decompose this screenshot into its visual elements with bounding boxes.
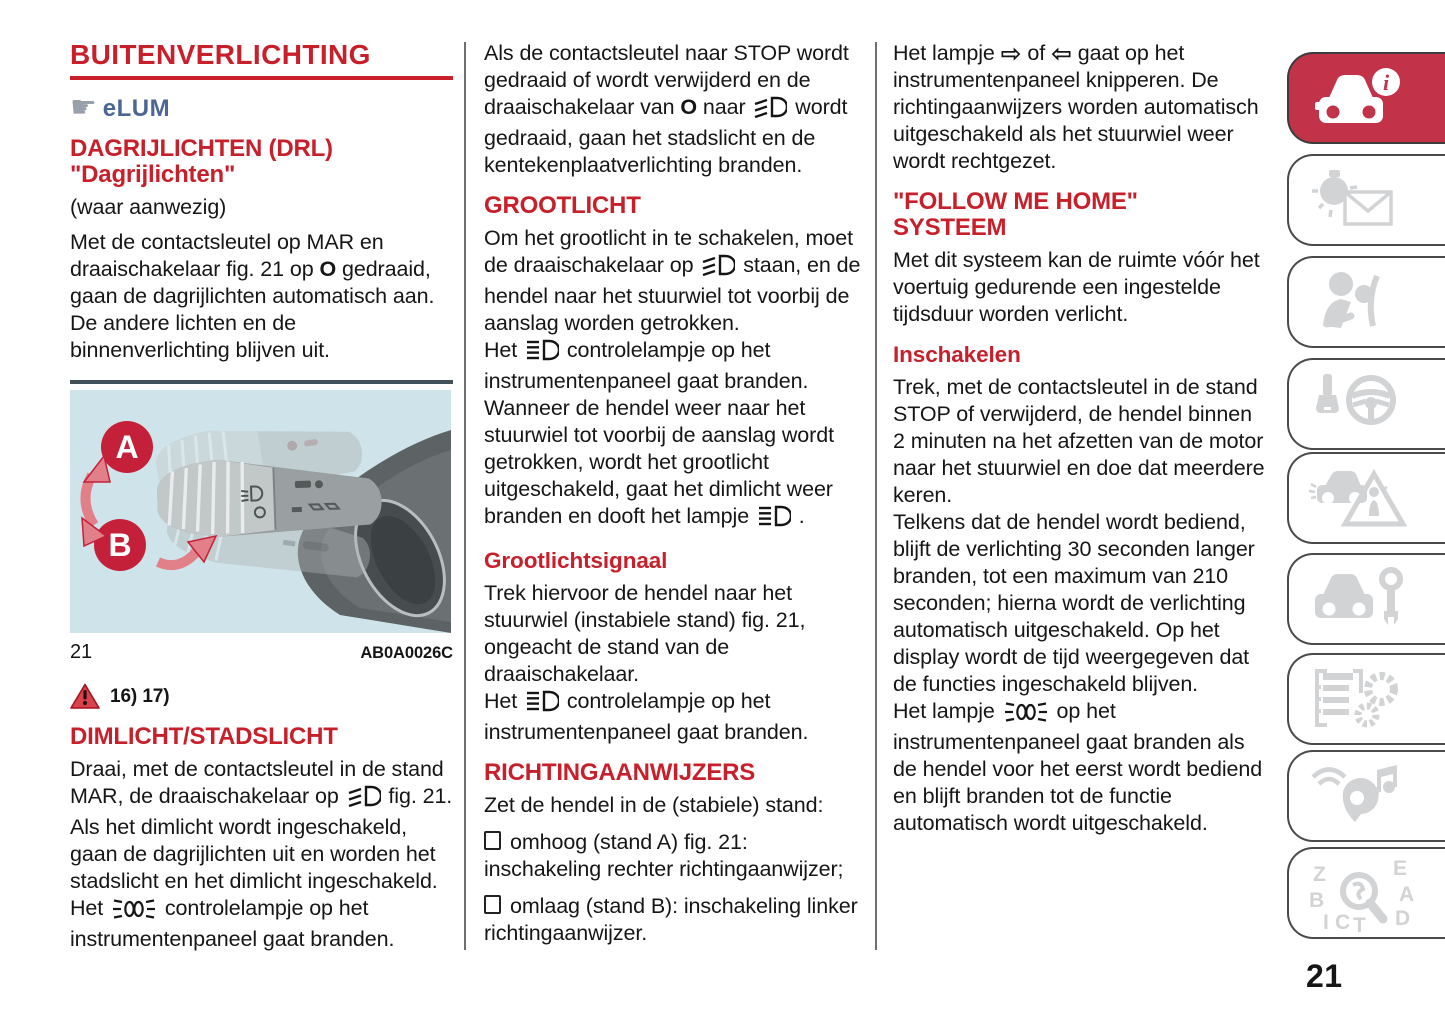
rotary-switch-off-symbol: O	[680, 95, 698, 119]
figure-label-a: A	[115, 429, 139, 465]
sidebar-tab-vehicle-info[interactable]	[1287, 52, 1445, 144]
figure-label-b: B	[108, 527, 132, 563]
bulb-envelope-icon	[1307, 166, 1411, 236]
subheading-grootlichtsignaal: Grootlichtsignaal	[484, 548, 668, 573]
svg-text:i: i	[1382, 70, 1390, 95]
paragraph-grootlicht: Om het grootlicht in te schakelen, moet de draaischakelaar op staan, en de hendel naar het stuurwiel tot voorbij de aanslag worden getrokken. Het controlelampje op het instrumentenpaneel gaat branden. Wanneer de hendel weer naar het stuurwiel tot voorbij de aanslag wordt getrokken, wordt het grootlicht uitgeschakeld, gaat het dimlicht weer branden en dooft het lampje .	[484, 225, 862, 534]
page-number: 21	[1306, 958, 1343, 994]
figure-divider	[70, 380, 453, 384]
paragraph-dimlicht: Draai, met de contactsleutel in de stand MAR, de draaischakelaar op fig. 21. Als het dimlicht wordt ingeschakeld, gaan de dagrijlichten uit en worden het stadslicht en het dimlicht ingeschakeld. Het controlelampje op het instrumentenpaneel gaat branden.	[70, 757, 453, 951]
left-indicator-arrow-icon: ⇦	[1050, 39, 1072, 68]
section-heading-grootlicht: GROOTLICHT	[484, 192, 641, 219]
low-beam-icon	[701, 254, 735, 283]
low-beam-icon	[753, 96, 787, 125]
list-item-omlaag: omlaag (stand B): inschakeling linker richtingaanwijzer.	[484, 894, 858, 945]
paragraph-inschakelen: Trek, met de contactsleutel in de stand STOP of verwijderd, de hendel binnen 2 minuten na het afzetten van de motor naar het stuurwiel en doe dat meerdere keren. Telkens dat de hendel wordt bediend, blijft de verlichting 30 seconden langer branden, tot een maximum van 210 seconden; hierna wordt de verlichting automatisch uitgeschakeld. Op het display wordt de tijd weergegeven dat de functies ingeschakeld blijven. Het lampje op het instrumentenpaneel gaat branden als de hendel voor het eerst wordt bediend en blijft branden tot de functie automatisch wordt uitgeschakeld.	[893, 375, 1265, 835]
high-beam-icon	[757, 505, 791, 534]
figure-caption	[70, 639, 453, 667]
list-bullet-icon	[484, 831, 501, 850]
sidebar-tab-starting-driving[interactable]	[1287, 358, 1445, 450]
elum-logo	[70, 90, 453, 126]
sidebar-tab-index[interactable]	[1287, 847, 1445, 939]
column-divider	[875, 42, 877, 950]
paragraph-hendel-stand: Zet de hendel in de (stabiele) stand:	[484, 793, 824, 817]
sidebar-tab-maintenance[interactable]	[1287, 553, 1445, 645]
figure-code: AB0A0026C	[360, 644, 453, 662]
svg-text:C: C	[1335, 911, 1351, 934]
airbag-icon	[1307, 268, 1411, 338]
figure-21-light-stalk	[70, 390, 451, 633]
column-2	[484, 40, 862, 947]
svg-text:T: T	[1353, 914, 1366, 935]
pointing-hand-icon: ☛	[70, 90, 97, 125]
sidebar-tab-multimedia[interactable]	[1287, 750, 1445, 842]
column-3	[893, 40, 1265, 837]
svg-text:A: A	[1399, 883, 1415, 906]
svg-text:Z: Z	[1313, 863, 1326, 886]
svg-text:E: E	[1393, 859, 1408, 880]
availability-note: (waar aanwezig)	[70, 195, 227, 219]
car-info-icon	[1307, 64, 1407, 134]
svg-text:D: D	[1395, 907, 1411, 930]
low-beam-icon	[347, 785, 381, 814]
warning-references: 16) 17)	[70, 683, 453, 710]
sidebar-tab-safety[interactable]	[1287, 256, 1445, 348]
high-beam-icon	[525, 690, 559, 719]
paragraph-stop: Als de contactsleutel naar STOP wordt gedraaid of wordt verwijderd en de draaischakelaar van O naar wordt gedraaid, gaan het stadslicht en de kentekenplaatverlichting branden.	[484, 41, 849, 177]
key-steering-wheel-icon	[1307, 370, 1411, 440]
media-navigation-icon	[1307, 762, 1411, 832]
paragraph-drl: Met de contactsleutel op MAR en draaischakelaar fig. 21 op O gedraaid, gaan de dagrijlichten automatisch aan. De andere lichten en de binnenverlichting blijven uit.	[70, 230, 435, 362]
list-item-omhoog: omhoog (stand A) fig. 21: inschakeling rechter richtingaanwijzer;	[484, 830, 844, 881]
car-wrench-icon	[1307, 565, 1411, 635]
section-heading-dimlicht: DIMLICHT/STADSLICHT	[70, 723, 338, 750]
section-heading-follow-me-home: "FOLLOW ME HOME" SYSTEEM	[893, 188, 1138, 241]
paragraph-fmh-intro: Met dit systeem kan de ruimte vóór het voertuig gedurende een ingestelde tijdsduur worden verlicht.	[893, 248, 1260, 326]
svg-text:B: B	[1309, 889, 1325, 912]
column-divider	[464, 42, 466, 950]
sidebar-tab-emergency[interactable]	[1287, 452, 1445, 544]
rotary-switch-off-symbol: O	[319, 257, 337, 281]
page-title: BUITENVERLICHTING	[70, 40, 453, 80]
section-heading-richtingaanwijzers: RICHTINGAANWIJZERS	[484, 759, 756, 786]
sidebar-tab-technical-data[interactable]	[1287, 653, 1445, 745]
paragraph-signaal: Trek hiervoor de hendel naar het stuurwiel (instabiele stand) fig. 21, ongeacht de stand van de draaischakelaar. Het controlelampje op het instrumentenpaneel gaat branden.	[484, 581, 809, 744]
elum-logo-text: eLUM	[102, 94, 171, 122]
subheading-inschakelen: Inschakelen	[893, 342, 1021, 367]
high-beam-icon	[525, 339, 559, 368]
sidebar-tab-warning-lights[interactable]	[1287, 154, 1445, 246]
section-heading-drl: DAGRIJLICHTEN (DRL) "Dagrijlichten"	[70, 135, 333, 188]
warning-triangle-icon	[70, 683, 100, 710]
index-magnifier-icon	[1307, 859, 1419, 935]
position-lights-icon	[1003, 702, 1049, 729]
svg-text:I: I	[1323, 911, 1329, 934]
position-lights-icon	[111, 899, 157, 926]
figure-number: 21	[70, 641, 93, 663]
list-bullet-icon	[484, 895, 501, 914]
right-indicator-arrow-icon: ⇨	[1000, 39, 1022, 68]
column-1	[70, 40, 453, 953]
breakdown-triangle-icon	[1307, 464, 1415, 534]
spec-list-gears-icon	[1307, 665, 1411, 735]
paragraph-lampje-knipperen: Het lampje ⇨ of ⇦ gaat op het instrumentenpaneel knipperen. De richtingaanwijzers worden automatisch uitgeschakeld als het stuurwiel weer wordt rechtgezet.	[893, 39, 1259, 173]
